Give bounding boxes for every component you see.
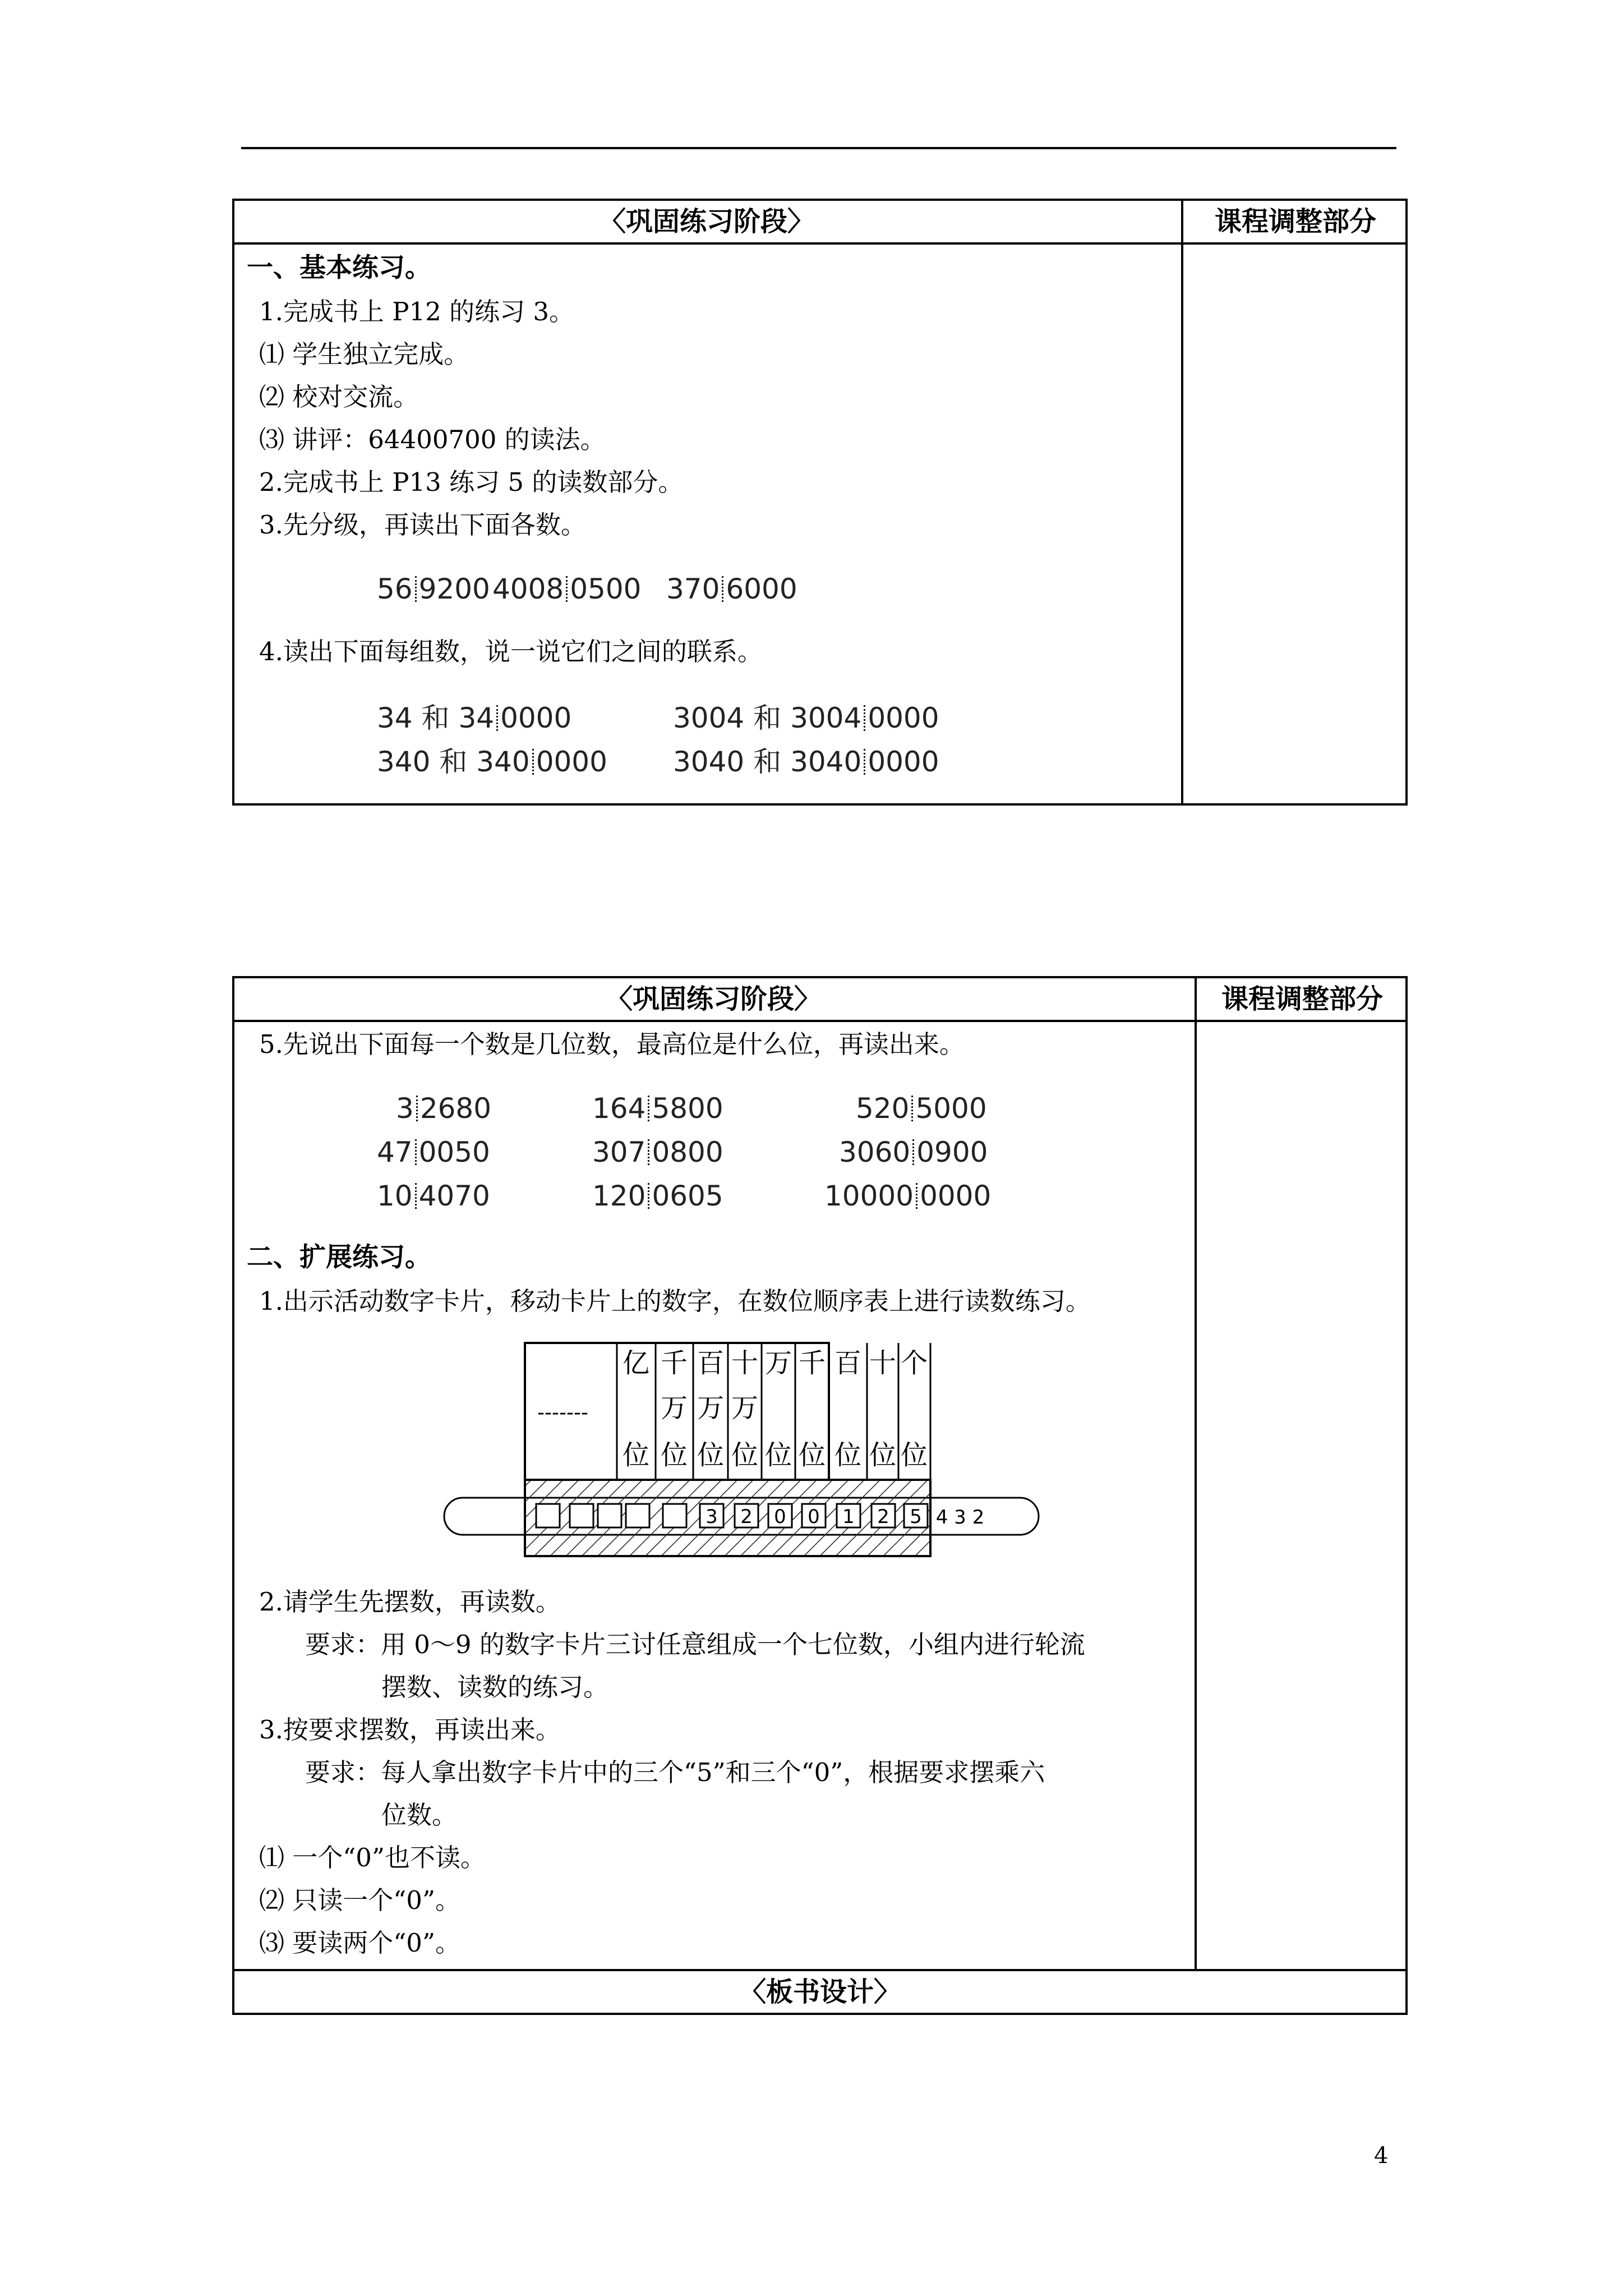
place-label: 个	[900, 1347, 928, 1379]
ext-3-requirement-2: 位数。	[381, 1800, 458, 1830]
digit-card-value: 2	[877, 1506, 889, 1528]
place-label: 位	[900, 1439, 928, 1471]
digit-card-value: 5	[910, 1506, 922, 1528]
section-extension-practice: 二、扩展练习。	[247, 1242, 431, 1273]
t1-line-3: ⑵ 校对交流。	[259, 382, 419, 412]
place-label: 位	[764, 1439, 792, 1471]
q4-pair-4: 3040 和 3040 0000	[673, 746, 939, 778]
board-design-footer: 〈板书设计〉	[739, 1976, 901, 2008]
digit-card[interactable]	[598, 1504, 621, 1527]
place-label: 位	[622, 1439, 650, 1471]
q3-number-2: 4008 0500	[492, 573, 642, 605]
ext-3-item-2: ⑵ 只读一个“0”。	[259, 1885, 460, 1915]
q5-number-2-2: 307 0800	[592, 1136, 723, 1168]
place-dashes: -------	[537, 1401, 588, 1424]
place-label: 十	[869, 1347, 897, 1379]
q5-number-1-3: 520 5000	[856, 1092, 987, 1125]
ext-2-requirement-2: 摆数、读数的练习。	[381, 1672, 609, 1702]
table-2-column-divider	[1195, 976, 1197, 1970]
page-number: 4	[1374, 2143, 1389, 2169]
q4-pair-1: 34 和 34 0000	[377, 702, 572, 734]
place-label: 亿	[622, 1347, 650, 1379]
place-label: 千	[798, 1347, 826, 1379]
q5-number-1-2: 164 5800	[592, 1092, 723, 1125]
digit-card[interactable]	[570, 1504, 593, 1527]
q4-text: 4.读出下面每组数，说一说它们之间的联系。	[259, 637, 763, 666]
digit-card[interactable]	[663, 1504, 686, 1527]
place-label: 万	[764, 1347, 792, 1379]
section-basic-practice: 一、基本练习。	[247, 252, 431, 283]
q5-number-1-1: 3 2680	[396, 1092, 492, 1125]
t1-line-1: 1.完成书上 P12 的练习 3。	[259, 297, 575, 326]
place-label: 位	[834, 1439, 862, 1471]
place-label: 百	[697, 1347, 725, 1379]
table-2-header-left: 〈巩固练习阶段〉	[605, 983, 821, 1015]
digit-card-value: 2	[740, 1506, 753, 1528]
t1-line-6: 3.先分级，再读出下面各数。	[259, 510, 586, 540]
q3-number-3: 370 6000	[666, 573, 797, 605]
q4-pair-2: 3004 和 3004 0000	[673, 702, 939, 734]
place-label: 位	[869, 1439, 897, 1471]
place-column-labels	[623, 1347, 928, 1471]
q5-number-3-3: 10000 0000	[824, 1180, 992, 1212]
digit-card-value: 1	[842, 1506, 855, 1528]
place-label: 万	[660, 1392, 688, 1424]
q5-number-3-1: 10 4070	[377, 1180, 490, 1212]
ext-2-text: 2.请学生先摆数，再读数。	[259, 1587, 561, 1617]
digit-card[interactable]	[536, 1504, 560, 1527]
place-label: 百	[834, 1347, 862, 1379]
t1-line-4: ⑶ 讲评：64400700 的读法。	[259, 425, 606, 454]
table-1-header-right: 课程调整部分	[1214, 206, 1376, 237]
digit-card-value: 0	[774, 1506, 786, 1528]
q4-pair-3: 340 和 340 0000	[377, 746, 607, 778]
ext-3-item-3: ⑶ 要读两个“0”。	[259, 1928, 460, 1958]
ext-1-text: 1.出示活动数字卡片，移动卡片上的数字，在数位顺序表上进行读数练习。	[259, 1286, 1091, 1316]
table-1-header-left: 〈巩固练习阶段〉	[598, 206, 814, 237]
ext-3-item-1: ⑴ 一个“0”也不读。	[259, 1843, 486, 1872]
ext-3-text: 3.按要求摆数，再读出来。	[259, 1715, 561, 1745]
digit-card[interactable]	[626, 1504, 649, 1527]
place-label: 万	[731, 1392, 759, 1424]
digit-card-value: 3	[706, 1506, 718, 1528]
table-2-header-right: 课程调整部分	[1221, 983, 1383, 1015]
place-label: 位	[660, 1439, 688, 1471]
header-rule	[241, 147, 1396, 149]
ext-2-requirement-1: 要求：用 0～9 的数字卡片三讨任意组成一个七位数，小组内进行轮流	[305, 1630, 1085, 1659]
q5-text: 5.先说出下面每一个数是几位数，最高位是什么位，再读出来。	[259, 1029, 965, 1059]
place-value-chart	[437, 1335, 1043, 1559]
ext-3-requirement-1: 要求：每人拿出数字卡片中的三个“5”和三个“0”，根据要求摆乘六	[305, 1757, 1045, 1787]
q5-number-3-2: 120 0605	[592, 1180, 723, 1212]
q3-number-1: 56 9200	[377, 573, 490, 605]
place-label: 位	[731, 1439, 759, 1471]
t1-line-2: ⑴ 学生独立完成。	[259, 339, 469, 369]
place-label: 千	[660, 1347, 688, 1379]
t1-line-5: 2.完成书上 P13 练习 5 的读数部分。	[259, 467, 684, 497]
table-1-column-divider	[1181, 199, 1183, 806]
place-label: 位	[697, 1439, 725, 1471]
q5-number-2-3: 3060 0900	[839, 1136, 988, 1168]
place-label: 十	[731, 1347, 759, 1379]
place-label: 位	[798, 1439, 826, 1471]
card-tail-digits: 4 3 2	[935, 1506, 985, 1529]
digit-card-value: 0	[808, 1506, 820, 1528]
place-label: 万	[697, 1392, 725, 1424]
q5-number-2-1: 47 0050	[377, 1136, 490, 1168]
